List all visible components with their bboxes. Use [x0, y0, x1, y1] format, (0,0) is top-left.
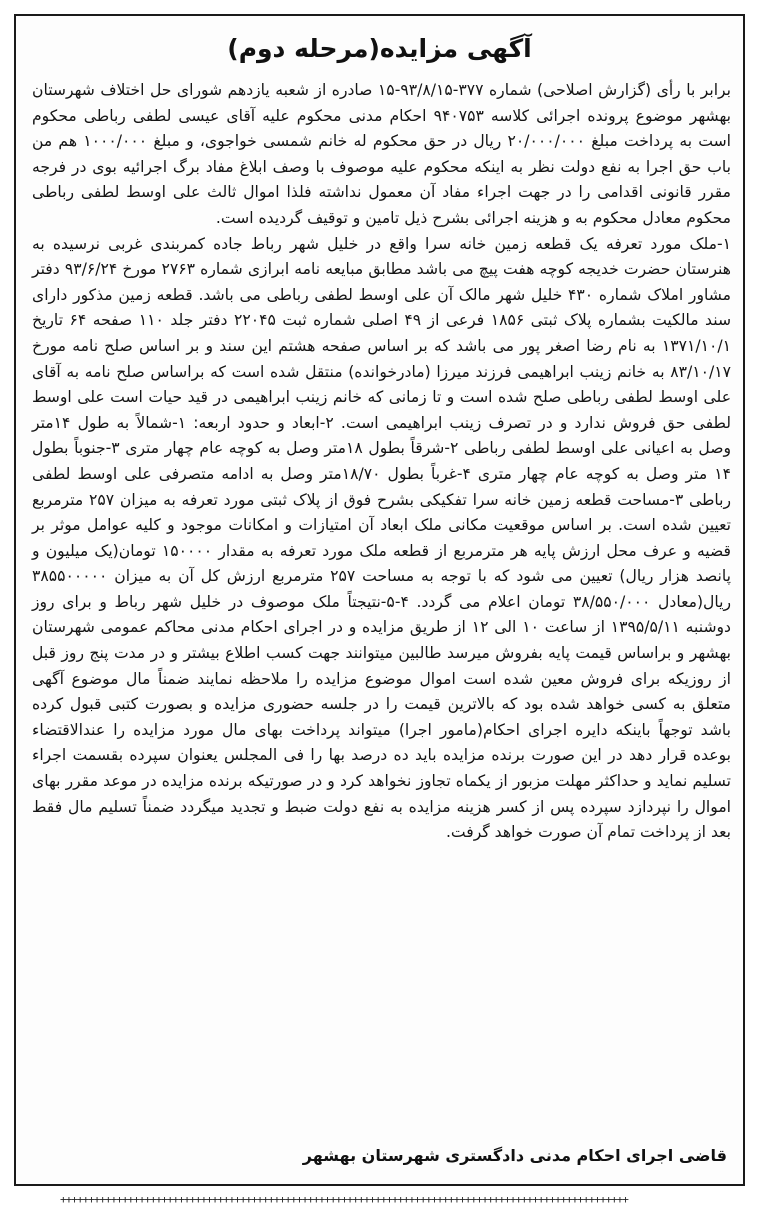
notice-paragraph-intro: برابر با رأی (گزارش اصلاحی) شماره ۳۷۷-۹۳/۸/۱۵-۱۵ صادره از شعبه یازدهم شورای حل اختلاف شهرستان بهشهر موضوع پرونده اجرائی کلاسه ۹۴۰۷۵۳ احکام مدنی محکوم علیه آقای عیسی لطفی رباطی محکوم است به پرداخت مبلغ ۲۰/۰۰۰/۰۰۰ ریال در حق محکوم له خانم شمسی خواجوی، و مبلغ ۱۰۰۰/۰۰۰ هم من باب حق اجرا به نفع دولت نظر به اینکه محکوم علیه موصوف با وصف ابلاغ مفاد برگ اجرائیه بوی در فرجه مقرر قانونی اقدامی را در جهت اجراء مفاد آن معمول نداشته فلذا اموال ثالث علی اوسط لطفی رباطی محکوم معادل محکوم به و هزینه اجرائی بشرح ذیل تامین و توقیف گردیده است.	[32, 81, 732, 227]
notice-frame	[14, 14, 745, 1186]
notice-body	[32, 78, 731, 846]
notice-title: آگهی مزایده(مرحله دوم)	[227, 34, 532, 63]
notice-paragraph-details: ۱-ملک مورد تعرفه یک قطعه زمین خانه سرا واقع در خلیل شهر رباط جاده کمربندی غربی نرسیده به هنرستان حضرت خدیجه کوچه هفت پیچ می باشد مطابق مبایعه نامه ابرازی شماره ۲۷۶۳ مورخ ۹۳/۶/۲۴ دفتر مشاور املاک شماره ۴۳۰ خلیل شهر مالک آن علی اوسط لطفی رباطی می باشد. قطعه زمین مذکور دارای سند مالکیت بشماره پلاک ثبتی ۱۸۵۶ فرعی از ۴۹ اصلی شماره ثبت ۲۲۰۴۵ دفتر جلد ۱۱۰ صفحه ۶۴ تاریخ ۱۳۷۱/۱۰/۱ به نام رضا اصغر پور می باشد که بر اساس صفحه هشتم این سند و بر اساس صلح نامه مورخ ۸۳/۱۰/۱۷ به خانم زینب ابراهیمی فرزند میرزا (مادرخوانده) منتقل شده است که براساس صلح نامه به آقای علی اوسط لطفی رباطی صلح شده است و تا زمانی که خانم زینب ابراهیمی در قید حیات است علی اوسط لطفی حق فروش ندارد و در تصرف زینب ابراهیمی است. ۲-ابعاد و حدود اربعه: ۱-شمالاً به طول ۱۴متر وصل به اعیانی علی اوسط لطفی رباطی ۲-شرقاً بطول ۱۸متر وصل به کوچه عام چهار متری ۳-جنوباً بطول ۱۴ متر وصل به کوچه عام چهار متری ۴-غرباً بطول ۱۸/۷۰متر وصل به ادامه متصرفی علی اوسط لطفی رباطی ۳-مساحت قطعه زمین خانه سرا تفکیکی بشرح فوق از پلاک ثبتی مورد تعرفه به میزان ۲۵۷ مترمربع تعیین شده است. بر اساس موقعیت مکانی ملک ابعاد آن امتیازات و امکانات موجود و کلیه عوامل موثر بر قضیه و عرف محل ارزش پایه هر مترمربع از قطعه ملک مورد تعرفه به مقدار ۱۵۰۰۰۰ تومان(یک میلیون و پانصد هزار ریال) تعیین می شود که با توجه به مساحت ۲۵۷ مترمربع ارزش کل آن به میزان ۳۸۵۵۰۰۰۰۰ ریال(معادل ۳۸/۵۵۰/۰۰۰ تومان اعلام می گردد. ۴-۵-نتیجتاً ملک موصوف در خلیل شهر رباط و برای روز دوشنبه ۱۳۹۵/۵/۱۱ از ساعت ۱۰ الی ۱۲ از طریق مزایده و در اجرای احکام مدنی محاکم عمومی شهرستان بهشهر و براساس قیمت پایه بفروش میرسد طالبین میتوانند جهت کسب اطلاع بیشتر و در مدت پنج روز قبل از روزیکه برای فروش معین شده است اموال موضوع مزایده را ملاحظه نمایند ضمناً مال موضوع آگهی متعلق به کسی خواهد شده بود که بالاترین قیمت را در جلسه حضوری مزایده و بصورت کتبی قبول کرده باشد توجهاً باینکه دایره اجرای احکام(مامور اجرا) میتواند پرداخت بهای مال مورد مزایده را عندالاقتضاء بوعده قرار دهد در این صورت برنده مزایده باید ده درصد بها را فی المجلس یعنوان سپرده بقسمت اجراء تسلیم نماید و حداکثر مهلت مزبور از یکماه تجاوز نخواهد کرد و در صورتیکه برنده مزایده در موعد مقرر بهای اموال را نپردازد سپرده پس از کسر هزینه مزایده به نفع دولت ضبط و تجدید میگردد ضمناً تسلیم مال فقط بعد از پرداخت تمام آن صورت خواهد گرفت.	[32, 234, 732, 842]
notice-divider: +++++++++++++++++++++++++++++++++++++++++++++++++++++++++++++++++++++++++++++++++++++++++++++++++++++	[60, 1194, 628, 1206]
notice-signature: قاضی اجرای احکام مدنی دادگستری شهرستان بهشهر	[302, 1146, 727, 1165]
